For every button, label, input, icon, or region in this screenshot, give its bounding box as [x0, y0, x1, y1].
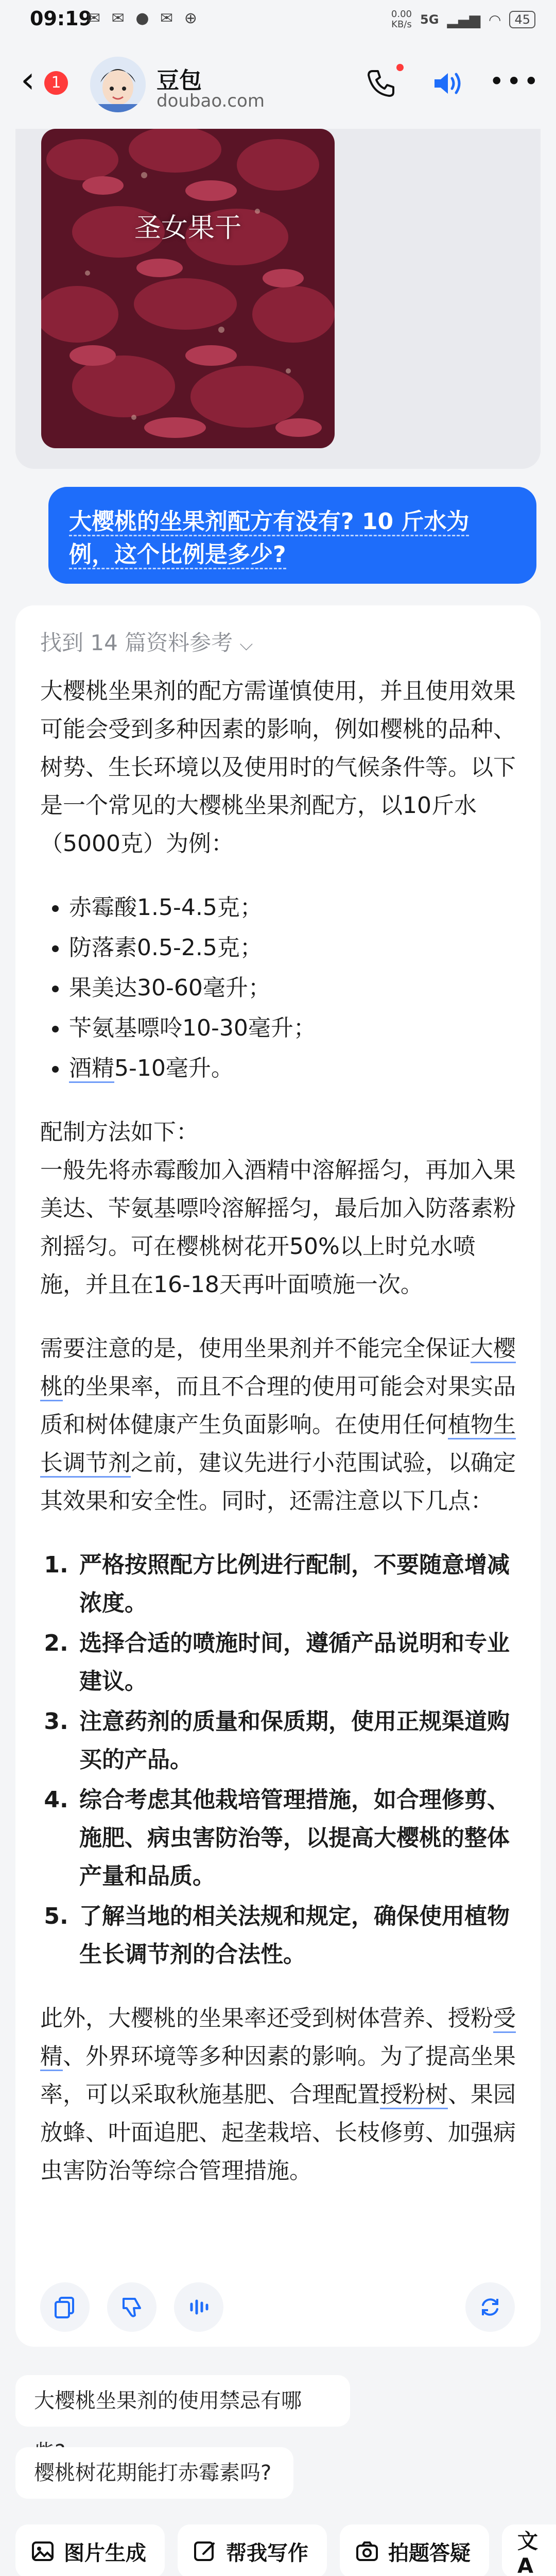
list-item: • 赤霉酸1.5-4.5克； [69, 889, 519, 927]
list-item: 4. 综合考虑其他栽培管理措施，如合理修剪、施肥、病虫害防治等，以提高大樱桃的整体产量和品质。 [76, 1781, 519, 1895]
net-speed: 0.00 KB/s [391, 9, 412, 30]
tool-writing[interactable] [178, 2524, 327, 2576]
notes-list [40, 1546, 519, 1974]
sound-wave-icon [186, 2295, 211, 2319]
caution-paragraph: 需要注意的是，使用坐果剂并不能完全保证大樱桃的坐果率，而且不合理的使用可能会对果实品质和树体健康产生负面影响。在使用任何植物生长调节剂之前，建议先进行小范围试验，以确定其效果和安全性。同时，还需注意以下几点： [40, 1335, 516, 1514]
unread-badge: 1 [44, 71, 68, 95]
pen-icon [193, 2539, 217, 2563]
tool-image-generation[interactable] [15, 2524, 165, 2576]
ingredient-link[interactable]: 酒精 [69, 1055, 114, 1083]
back-button[interactable]: ‹ [21, 59, 35, 101]
list-item: 1. 严格按照配方比例进行配制，不要随意增减浓度。 [76, 1546, 519, 1622]
phone-call-button[interactable] [360, 63, 402, 104]
answer-intro: 大樱桃坐果剂的配方需谨慎使用，并且使用效果可能会受到多种因素的影响，例如樱桃的品种、树势、生长环境以及使用时的气候条件等。以下是一个常见的大樱桃坐果剂配方，以10斤水（5000克）为例： [40, 678, 516, 857]
user-message-bubble[interactable] [48, 487, 536, 584]
method-title: 配制方法如下： [40, 1119, 199, 1145]
image-icon [31, 2539, 55, 2563]
call-notification-dot [396, 64, 404, 71]
suggestion-chip[interactable]: 樱桃树花期能打赤霉素吗? [15, 2447, 293, 2499]
phone-icon [360, 63, 402, 104]
refresh-icon [478, 2295, 502, 2319]
status-bar [0, 0, 556, 41]
speaker-icon [427, 63, 468, 104]
copy-button[interactable] [40, 2282, 90, 2332]
keyword-link[interactable]: 受精 [40, 2005, 516, 2071]
keyword-link[interactable]: 授粉树 [380, 2081, 448, 2109]
tool-label: 帮我写作 [226, 2541, 308, 2565]
bot-domain: doubao.com [157, 91, 265, 111]
list-item: 2. 选择合适的喷施时间，遵循产品说明和专业建议。 [76, 1624, 519, 1701]
status-icons [391, 9, 535, 30]
outro-paragraph: 此外，大樱桃的坐果率还受到树体营养、授粉受精、外界环境等多种因素的影响。为了提高坐果率，可以采取秋施基肥、合理配置授粉树、果园放蜂、叶面追肥、起垄栽培、长枝修剪、加强病虫害防治等综合管理措施。 [40, 2005, 516, 2184]
thumbs-down-icon [119, 2295, 144, 2319]
references-toggle[interactable] [40, 626, 253, 657]
keyword-link[interactable]: 大樱桃 [40, 1335, 516, 1401]
camera-icon [355, 2539, 379, 2563]
references-label: 找到 14 篇资料参考 [40, 630, 233, 655]
bot-avatar-icon [90, 57, 146, 112]
avatar[interactable] [90, 57, 146, 112]
keyword-link[interactable]: 植物生长调节剂 [40, 1412, 516, 1478]
chat-header [0, 41, 556, 129]
list-item: • 酒精5-10毫升。 [69, 1049, 519, 1088]
tool-label: 拍题答疑 [388, 2541, 471, 2565]
tool-translate[interactable] [502, 2524, 556, 2576]
dried-tomato-photo[interactable] [41, 129, 335, 448]
list-item: 5. 了解当地的相关法规和规定，确保使用植物生长调节剂的合法性。 [76, 1897, 519, 1974]
user-message-line-2: 例，这个比例是多少? [69, 541, 286, 569]
suggestion-chip[interactable]: 大樱桃坐果剂的使用禁忌有哪 [15, 2375, 350, 2427]
method-section [40, 1113, 519, 1304]
list-item: 3. 注意药剂的质量和保质期，使用正规渠道购买的产品。 [76, 1703, 519, 1779]
bot-name: 豆包 [157, 67, 202, 94]
signal-bars-icon: ▂▄▆ [447, 11, 481, 28]
chevron-down-icon: ⌵ [239, 634, 253, 655]
wifi-icon: ◠ [489, 11, 501, 28]
status-time: 09:19 [30, 7, 92, 30]
list-item: • 果美达30-60毫升； [69, 969, 519, 1007]
notification-icons: ✉ ✉ ● ✉ ⊕ [88, 9, 200, 27]
battery-icon: 45 [509, 11, 535, 28]
photo-caption: 圣女果干 [134, 213, 241, 244]
ingredient-list [40, 889, 519, 1088]
regenerate-button[interactable] [465, 2282, 515, 2332]
dislike-button[interactable] [107, 2282, 157, 2332]
read-aloud-button[interactable] [174, 2282, 223, 2332]
answer-body [40, 672, 519, 2216]
tool-photo-question[interactable] [340, 2524, 489, 2576]
translate-icon: 文A [517, 2529, 538, 2576]
list-item: • 苄氨基嘌呤10-30毫升； [69, 1009, 519, 1047]
tool-label: 图片生成 [64, 2541, 146, 2565]
method-text: 一般先将赤霉酸加入酒精中溶解摇匀，再加入果美达、苄氨基嘌呤溶解摇匀，最后加入防落素粉剂摇匀。可在樱桃树花开50%以上时兑水喷施，并且在16-18天再叶面喷施一次。 [40, 1157, 516, 1298]
copy-icon [53, 2295, 77, 2319]
list-item: • 防落素0.5-2.5克； [69, 929, 519, 967]
speaker-button[interactable] [427, 63, 468, 104]
user-message-line-1: 大樱桃的坐果剂配方有没有? 10 斤水为 [69, 509, 469, 536]
signal-indicator: 5G [420, 12, 439, 27]
more-options-button[interactable]: ••• [489, 66, 541, 96]
